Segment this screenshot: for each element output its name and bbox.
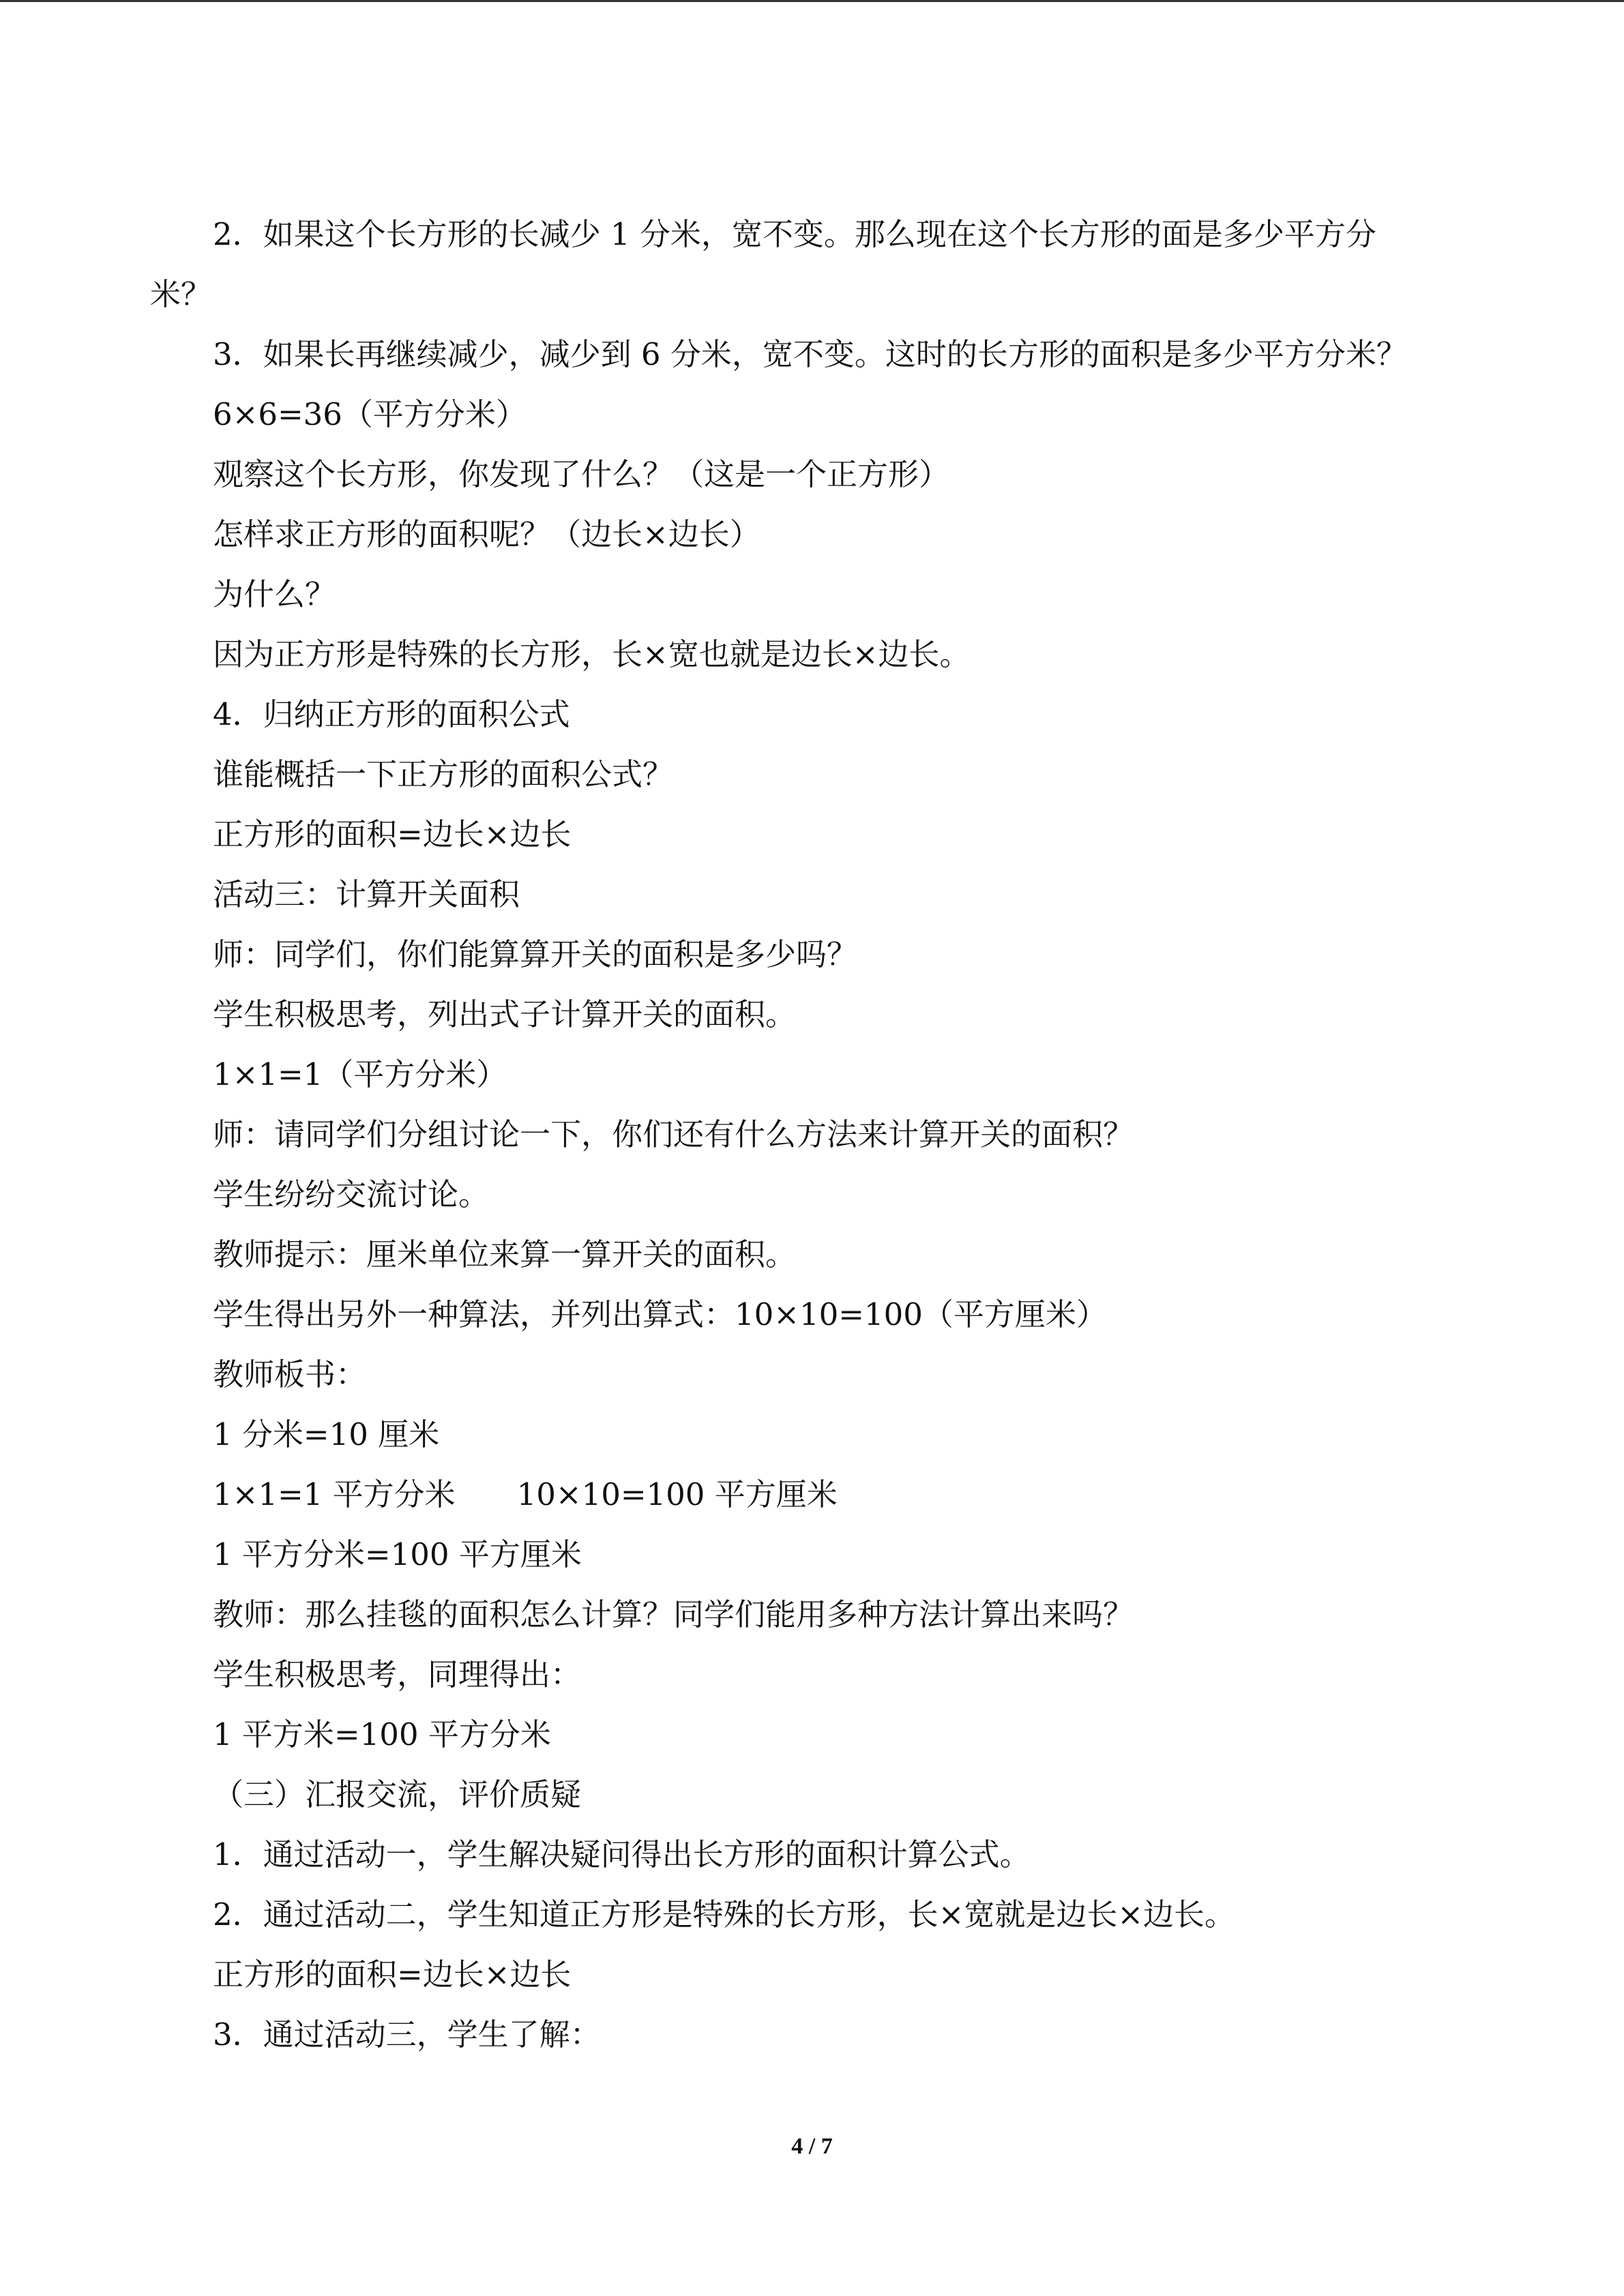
paragraph-line: 学生积极思考，同理得出： <box>213 1656 582 1693</box>
paragraph-line-continued: 米？ <box>150 276 212 312</box>
paragraph-line: 教师提示：厘米单位来算一算开关的面积。 <box>213 1236 797 1272</box>
paragraph-line: 谁能概括一下正方形的面积公式？ <box>213 756 674 792</box>
formula-line: 1 平方米=100 平方分米 <box>213 1716 551 1753</box>
paragraph-line: 3．如果长再继续减少，减少到 6 分米，宽不变。这时的长方形的面积是多少平方分米？ <box>213 336 1407 372</box>
paragraph-line: 怎样求正方形的面积呢？（边长×边长） <box>213 516 761 552</box>
paragraph-line: 2．通过活动二，学生知道正方形是特殊的长方形，长×宽就是边长×边长。 <box>213 1896 1236 1933</box>
page-number: 4 / 7 <box>791 2134 833 2159</box>
section-heading: （三）汇报交流，评价质疑 <box>213 1776 582 1813</box>
paragraph-line: 观察这个长方形，你发现了什么？（这是一个正方形） <box>213 456 950 492</box>
formula-line: 1×1=1（平方分米） <box>213 1056 507 1092</box>
paragraph-line: 4．归纳正方形的面积公式 <box>213 696 570 732</box>
paragraph-line: 3．通过活动三，学生了解： <box>213 2016 601 2053</box>
formula-right: 10×10=100 平方厘米 <box>516 1476 838 1512</box>
paragraph-line: 教师：那么挂毯的面积怎么计算？同学们能用多种方法计算出来吗？ <box>213 1596 1134 1632</box>
paragraph-line: 1．通过活动一，学生解决疑问得出长方形的面积计算公式。 <box>213 1836 1031 1873</box>
formula-line: 1 分米=10 厘米 <box>213 1416 440 1452</box>
formula-line-pair <box>150 1465 1473 1525</box>
document-body <box>150 205 1473 2065</box>
paragraph-line: 教师板书： <box>213 1356 367 1392</box>
paragraph-line: 师：同学们，你们能算算开关的面积是多少吗？ <box>213 936 858 972</box>
paragraph-line: 师：请同学们分组讨论一下，你们还有什么方法来计算开关的面积？ <box>213 1116 1134 1152</box>
formula-line: 正方形的面积=边长×边长 <box>213 816 572 852</box>
paragraph-line: 学生积极思考，列出式子计算开关的面积。 <box>213 996 797 1032</box>
formula-line: 1 平方分米=100 平方厘米 <box>213 1536 582 1572</box>
paragraph-line: 为什么？ <box>213 576 336 612</box>
formula-left: 1×1=1 平方分米 <box>213 1476 456 1512</box>
section-heading: 活动三：计算开关面积 <box>213 876 520 912</box>
paragraph-line: 因为正方形是特殊的长方形，长×宽也就是边长×边长。 <box>213 636 971 672</box>
paragraph-line: 学生纷纷交流讨论。 <box>213 1176 490 1212</box>
paragraph-line: 学生得出另外一种算法，并列出算式：10×10=100（平方厘米） <box>213 1296 1107 1332</box>
formula-line: 正方形的面积=边长×边长 <box>213 1956 572 1993</box>
page-top-border <box>0 0 1624 2</box>
paragraph-line: 2．如果这个长方形的长减少 1 分米，宽不变。那么现在这个长方形的面是多少平方分 <box>213 216 1376 252</box>
formula-line: 6×6=36（平方分米） <box>213 396 527 432</box>
